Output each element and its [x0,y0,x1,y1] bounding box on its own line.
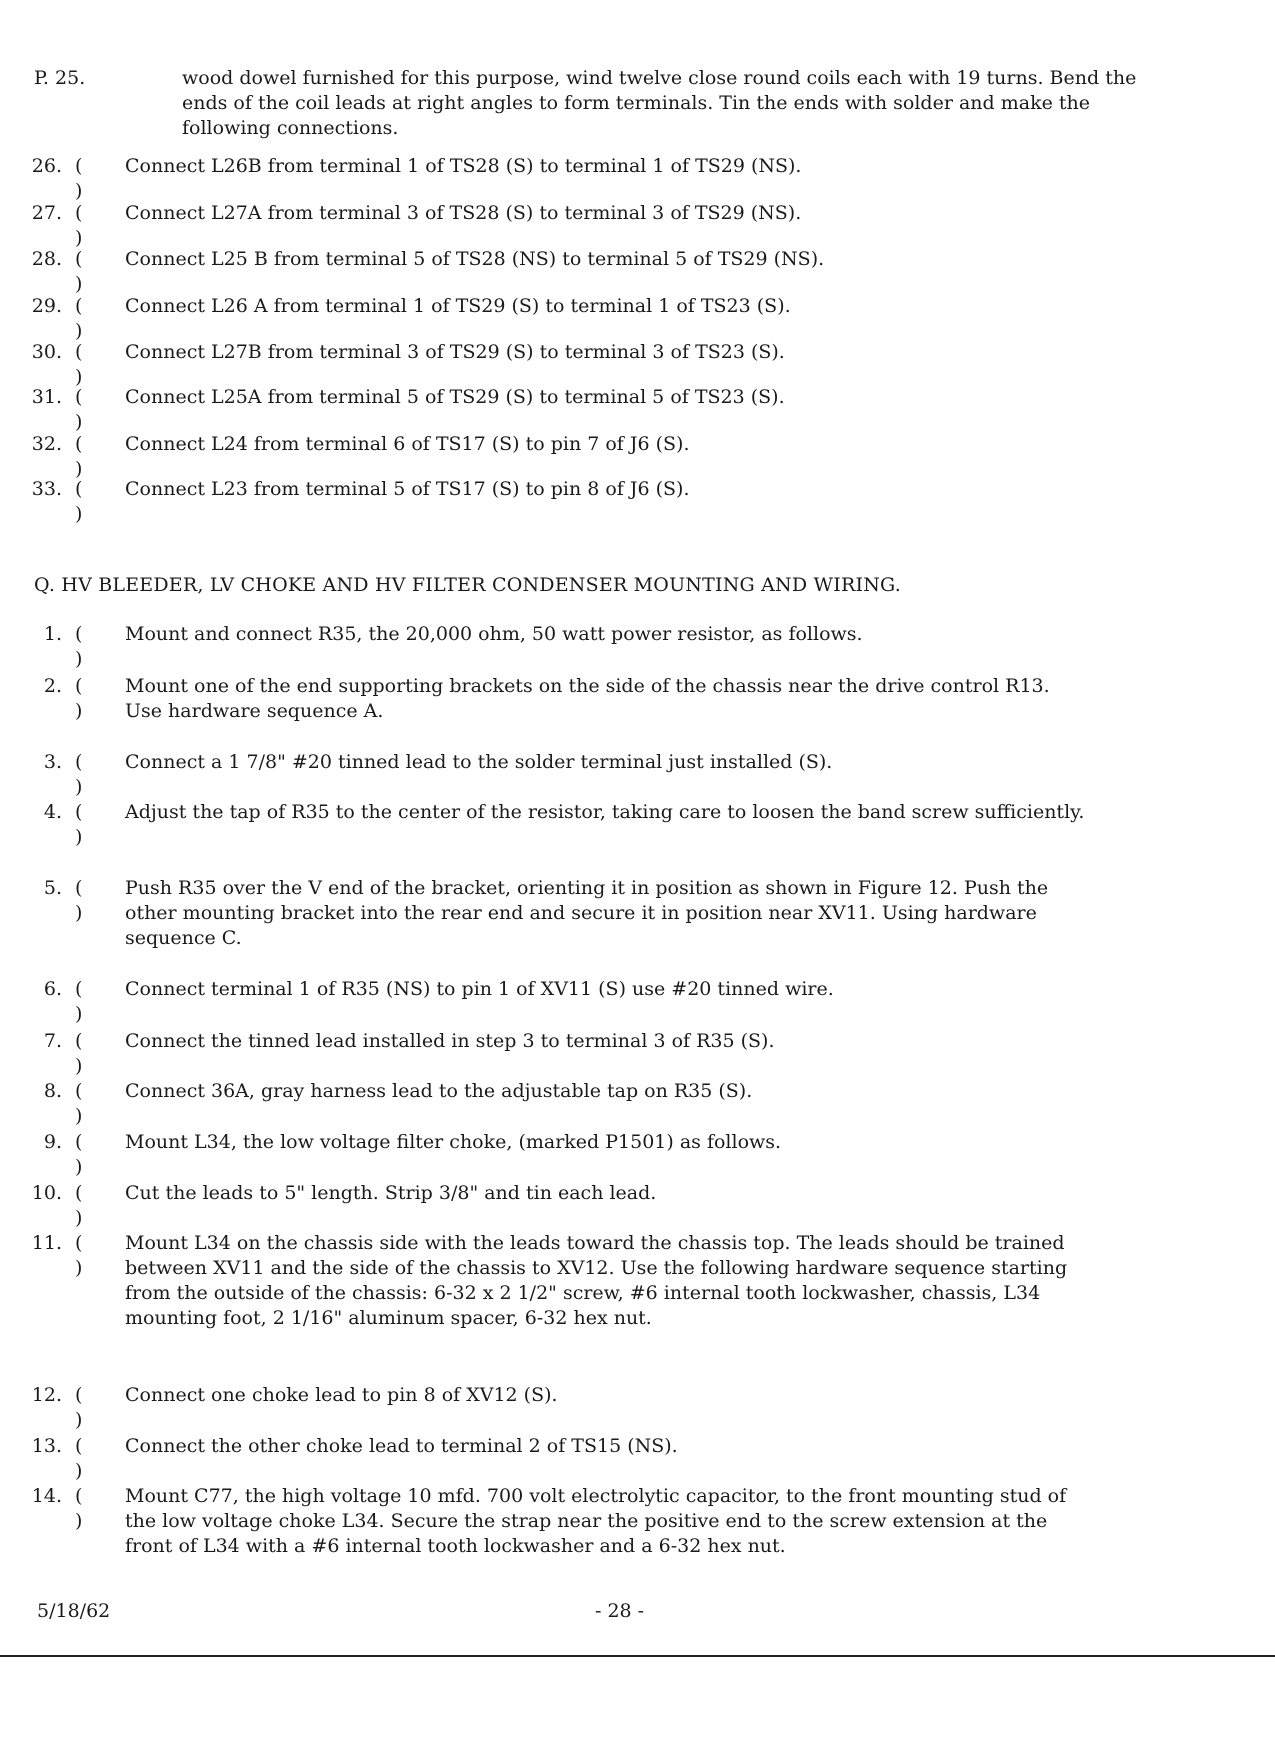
checkbox[interactable]: ( ) [75,155,83,202]
checkbox[interactable]: ( ) [75,1182,83,1229]
step-number: 5. [43,877,62,899]
step-number: 8. [43,1080,62,1102]
step-number: 33. [31,478,62,500]
step-number: 4. [43,801,62,823]
step-number: 10. [31,1182,62,1204]
step-number: 29. [31,295,62,317]
step-text: Connect a 1 7/8" #20 tinned lead to the solder terminal just installed (S). [125,751,833,773]
step-number: 31. [31,386,62,408]
checkbox[interactable]: ( ) [75,978,83,1025]
step-number: 11. [31,1232,62,1254]
checkbox[interactable]: ( ) [75,295,83,342]
step-text: Connect L27B from terminal 3 of TS29 (S) to terminal 3 of TS23 (S). [125,341,785,363]
step-text: Mount one of the end supporting brackets on the side of the chassis near the drive control R13. Use hardware sequence A. [125,675,1050,722]
step-label: P. 25. [34,67,86,89]
step-number: 32. [31,433,62,455]
checkbox[interactable]: ( ) [75,1384,83,1431]
checkbox[interactable]: ( ) [75,386,83,433]
step-text: Connect L24 from terminal 6 of TS17 (S) to pin 7 of J6 (S). [125,433,690,455]
step-text: Connect L25A from terminal 5 of TS29 (S) to terminal 5 of TS23 (S). [125,386,785,408]
step-text: Connect the tinned lead installed in step 3 to terminal 3 of R35 (S). [125,1030,775,1052]
step-number: 1. [43,623,62,645]
step-text: Connect L26 A from terminal 1 of TS29 (S) to terminal 1 of TS23 (S). [125,295,791,317]
step-number: 28. [31,248,62,270]
step-text: Connect terminal 1 of R35 (NS) to pin 1 of XV11 (S) use #20 tinned wire. [125,978,834,1000]
step-text: Push R35 over the V end of the bracket, orienting it in position as shown in Figure 12. Push the other mounting bracket into the rear end and secure it in position near XV11. Using hardware sequence C. [125,877,1049,949]
step-text: Mount C77, the high voltage 10 mfd. 700 volt electrolytic capacitor, to the front mounting stud of the low voltage choke L34. Secure the strap near the positive end to the screw extension at the front of L34 with a #6 internal tooth lockwasher and a 6-32 hex nut. [125,1485,1067,1557]
checkbox[interactable]: ( ) [75,877,83,924]
step-number: 14. [31,1485,62,1507]
step-text: Connect one choke lead to pin 8 of XV12 (S). [125,1384,558,1406]
step-text: Mount L34 on the chassis side with the leads toward the chassis top. The leads should be trained between XV11 and the side of the chassis to XV12. Use the following hardware sequence starting from the outside of the chassis: 6-32 x 2 1/2" screw, #6 internal tooth lockwasher, chassis, L34 mounting foot, 2 1/16" aluminum spacer, 6-32 hex nut. [125,1232,1068,1329]
step-text: Mount L34, the low voltage filter choke, (marked P1501) as follows. [125,1131,782,1153]
page-number: - 28 - [595,1600,645,1622]
step-text: Connect 36A, gray harness lead to the adjustable tap on R35 (S). [125,1080,753,1102]
step-number: 30. [31,341,62,363]
step-number: 6. [43,978,62,1000]
step-text: Connect L23 from terminal 5 of TS17 (S) to pin 8 of J6 (S). [125,478,690,500]
checkbox[interactable]: ( ) [75,478,83,525]
step-number: 26. [31,155,62,177]
step-number: 27. [31,202,62,224]
bottom-rule [0,1655,1275,1657]
checkbox[interactable]: ( ) [75,341,83,388]
checkbox[interactable]: ( ) [75,433,83,480]
step-number: 12. [31,1384,62,1406]
section-heading: Q. HV BLEEDER, LV CHOKE AND HV FILTER CONDENSER MOUNTING AND WIRING. [34,574,901,596]
step-number: 2. [43,675,62,697]
step-text: Connect L26B from terminal 1 of TS28 (S) to terminal 1 of TS29 (NS). [125,155,802,177]
step-text: Connect L25 B from terminal 5 of TS28 (NS) to terminal 5 of TS29 (NS). [125,248,825,270]
step-text: Connect L27A from terminal 3 of TS28 (S) to terminal 3 of TS29 (NS). [125,202,802,224]
checkbox[interactable]: ( ) [75,1030,83,1077]
checkbox[interactable]: ( ) [75,1232,83,1279]
step-number: 9. [43,1131,62,1153]
step-text: Cut the leads to 5" length. Strip 3/8" and tin each lead. [125,1182,657,1204]
checkbox[interactable]: ( ) [75,623,83,670]
checkbox[interactable]: ( ) [75,1080,83,1127]
step-text: Mount and connect R35, the 20,000 ohm, 50 watt power resistor, as follows. [125,623,863,645]
checkbox[interactable]: ( ) [75,675,83,722]
checkbox[interactable]: ( ) [75,202,83,249]
checkbox[interactable]: ( ) [75,801,83,848]
checkbox[interactable]: ( ) [75,1485,83,1532]
checkbox[interactable]: ( ) [75,1435,83,1482]
step-text: Connect the other choke lead to terminal 2 of TS15 (NS). [125,1435,678,1457]
step-text: wood dowel furnished for this purpose, wind twelve close round coils each with 19 turns. Bend the ends of the coil leads at right angles to form terminals. Tin the ends with solder and make the following connections. [182,67,1137,139]
step-number: 3. [43,751,62,773]
footer-date: 5/18/62 [37,1600,111,1622]
step-number: 13. [31,1435,62,1457]
checkbox[interactable]: ( ) [75,751,83,798]
step-number: 7. [43,1030,62,1052]
step-text: Adjust the tap of R35 to the center of the resistor, taking care to loosen the band screw sufficiently. [125,801,1085,823]
checkbox[interactable]: ( ) [75,248,83,295]
checkbox[interactable]: ( ) [75,1131,83,1178]
